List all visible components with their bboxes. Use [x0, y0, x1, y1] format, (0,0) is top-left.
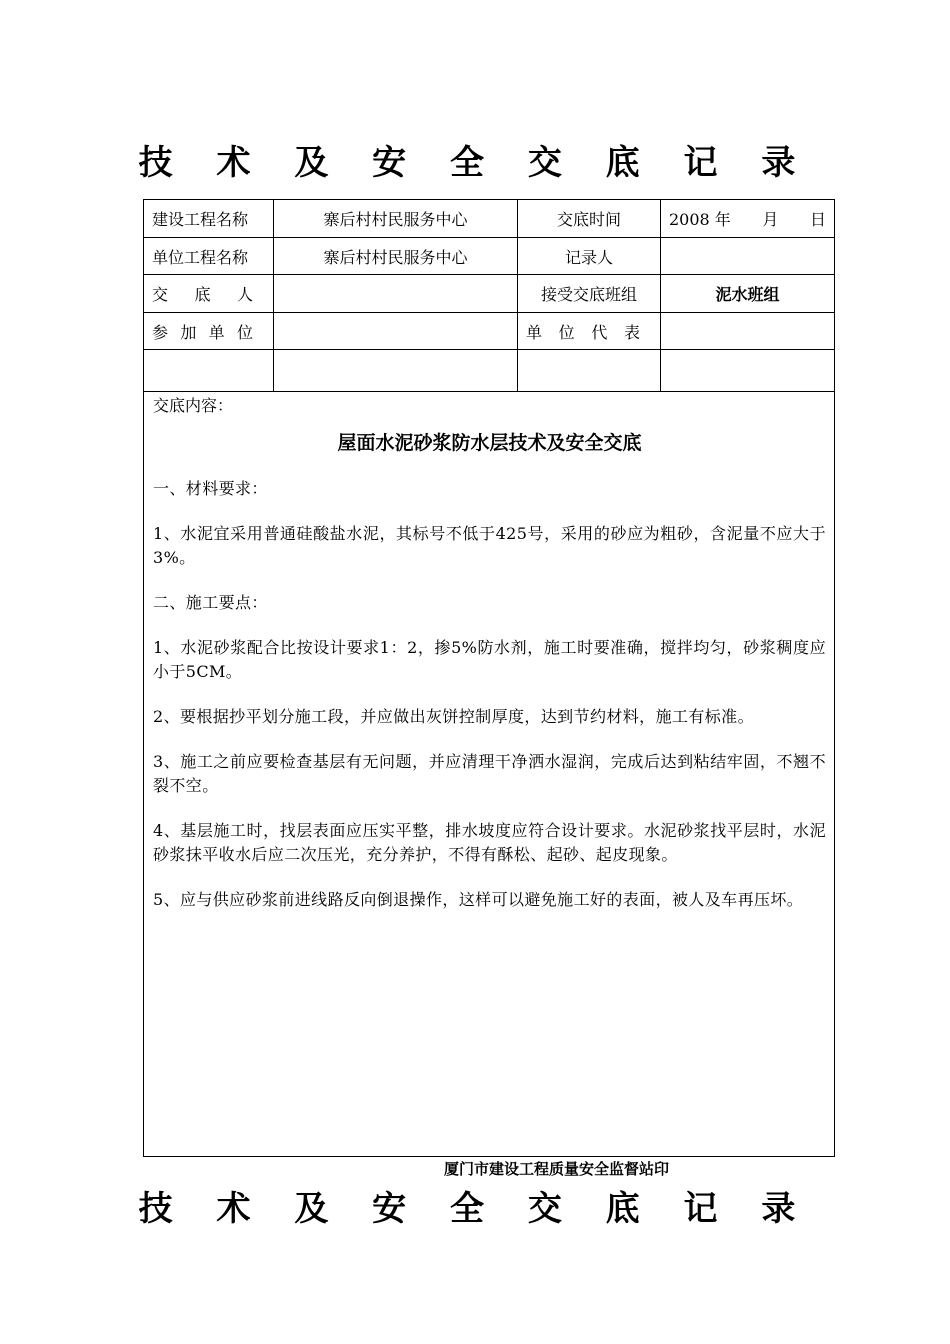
label-char: 底 — [194, 285, 211, 304]
handover-person-value[interactable] — [274, 275, 518, 313]
label-char: 单 — [526, 322, 543, 342]
unit-rep-value[interactable] — [661, 313, 835, 350]
label-char: 交 — [152, 285, 169, 304]
form-row-project — [144, 200, 835, 238]
receiving-team-value[interactable]: 泥水班组 — [661, 275, 835, 313]
blank-cell[interactable] — [661, 350, 835, 392]
date-year: 2008 年 — [669, 210, 731, 229]
content-paragraph: 1、水泥宜采用普通硅酸盐水泥，其标号不低于425号，采用的砂应为粗砂，含泥量不应大于3%。 — [153, 524, 826, 567]
content-paragraph: 2、要根据抄平划分施工段，并应做出灰饼控制厚度，达到节约材料，施工有标准。 — [153, 707, 754, 726]
label-char: 单 — [208, 322, 225, 342]
participating-unit-label — [144, 313, 274, 350]
form-row-handover-person — [144, 275, 835, 313]
document-title: 技 术 及 安 全 交 底 记 录 — [138, 143, 812, 183]
form-row-blank — [144, 350, 835, 392]
handover-form-table — [143, 199, 835, 1157]
date-month: 月 — [762, 210, 779, 229]
recorder-value[interactable] — [661, 238, 835, 275]
project-name-value[interactable]: 寨后村村民服务中心 — [274, 200, 518, 238]
unit-rep-label — [518, 313, 661, 350]
unit-project-label: 单位工程名称 — [144, 238, 274, 275]
footer-stamp: 厦门市建设工程质量安全监督站印 — [444, 1160, 670, 1178]
form-row-content — [144, 392, 835, 1157]
handover-content-area[interactable] — [144, 392, 835, 1157]
content-label: 交底内容： — [153, 396, 234, 415]
receiving-team-label: 接受交底班组 — [518, 275, 661, 313]
blank-cell[interactable] — [518, 350, 661, 392]
content-paragraph: 1、水泥砂浆配合比按设计要求1：2，掺5%防水剂，施工时要准确，搅拌均匀，砂浆稠度应小于5CM。 — [153, 638, 826, 681]
content-section-heading: 二、施工要点： — [153, 593, 268, 612]
date-day: 日 — [809, 210, 826, 229]
handover-date-field[interactable] — [661, 200, 835, 238]
handover-person-label — [144, 275, 274, 313]
content-paragraph: 5、应与供应砂浆前进线路反向倒退操作，这样可以避免施工好的表面，被人及车再压坏。 — [153, 890, 804, 909]
unit-project-value[interactable]: 寨后村村民服务中心 — [274, 238, 518, 275]
content-title: 屋面水泥砂浆防水层技术及安全交底 — [337, 432, 642, 454]
handover-time-label: 交底时间 — [518, 200, 661, 238]
content-section-heading: 一、材料要求： — [153, 479, 268, 498]
participating-unit-value[interactable] — [274, 313, 518, 350]
project-name-label: 建设工程名称 — [144, 200, 274, 238]
label-char: 位 — [236, 322, 253, 342]
label-char: 位 — [558, 322, 575, 342]
label-char: 加 — [180, 322, 197, 342]
blank-cell[interactable] — [144, 350, 274, 392]
label-char: 代 — [591, 322, 608, 342]
document-title-repeat: 技 术 及 安 全 交 底 记 录 — [138, 1189, 812, 1229]
form-row-participating-unit — [144, 313, 835, 350]
blank-cell[interactable] — [274, 350, 518, 392]
label-char: 表 — [623, 322, 640, 342]
form-row-unit-project — [144, 238, 835, 275]
label-char: 参 — [152, 322, 169, 342]
label-char: 人 — [236, 285, 253, 304]
content-paragraph: 4、基层施工时，找层表面应压实平整，排水坡度应符合设计要求。水泥砂浆找平层时，水泥砂浆抹平收水后应二次压光，充分养护，不得有酥松、起砂、起皮现象。 — [153, 821, 826, 864]
content-paragraph: 3、施工之前应要检查基层有无问题，并应清理干净洒水湿润，完成后达到粘结牢固，不翘不裂不空。 — [153, 752, 826, 795]
recorder-label: 记录人 — [518, 238, 661, 275]
